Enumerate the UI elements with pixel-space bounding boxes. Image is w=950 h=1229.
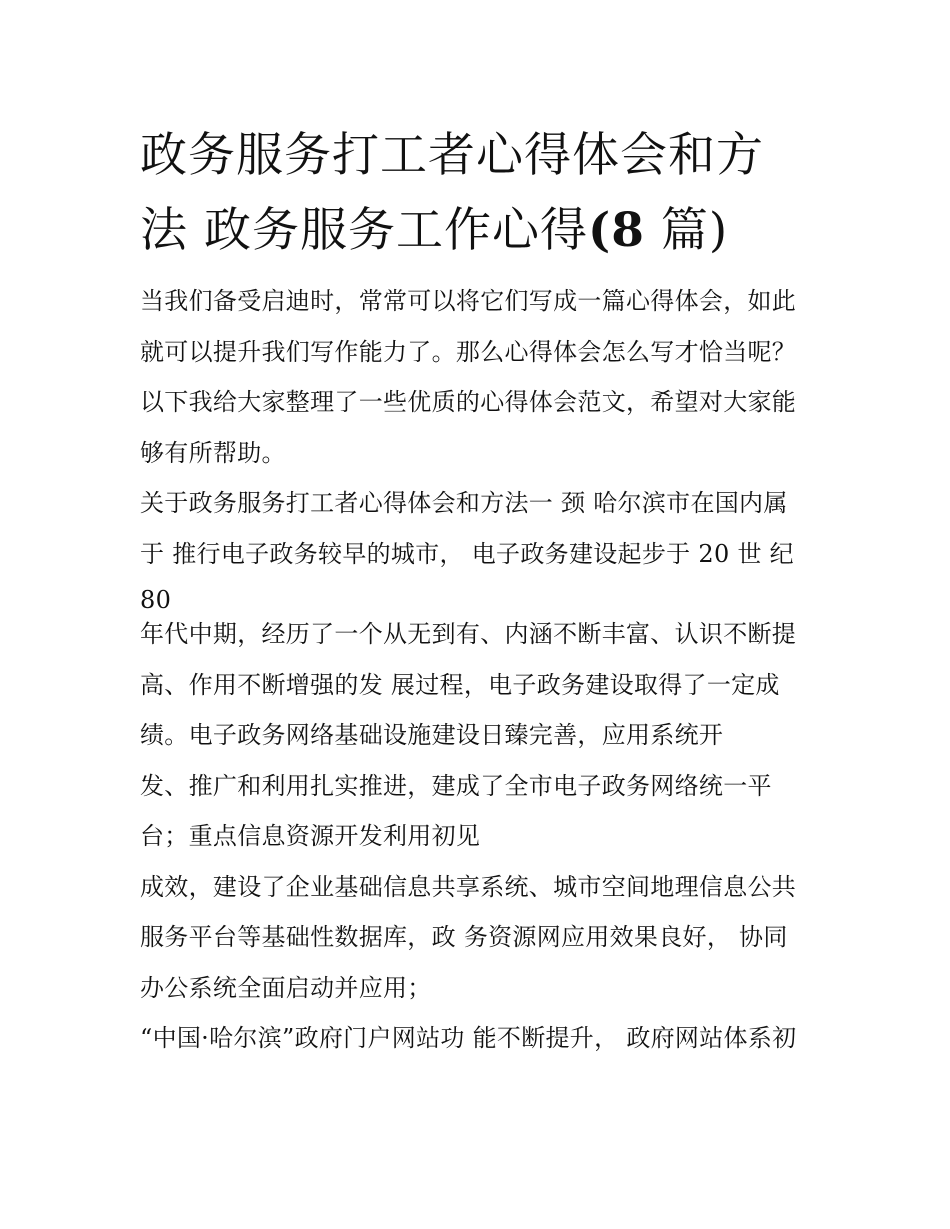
body-line: 够有所帮助。 xyxy=(140,438,286,467)
body-line: 于 推行电子政务较早的城市， 电子政务建设起步于 20 世 纪 xyxy=(140,539,794,568)
body-line: 当我们备受启迪时，常常可以将它们写成一篇心得体会，如此 xyxy=(140,287,797,315)
body-line: 绩。电子政务网络基础设施建设日臻完善，应用系统开 xyxy=(140,721,724,749)
body-line: 台；重点信息资源开发利用初见 xyxy=(140,822,481,850)
body-line: 办公系统全面启动并应用； xyxy=(140,973,432,1002)
body-line: “中国·哈尔滨”政府门户网站功 能不断提升， 政府网站体系初 xyxy=(140,1024,797,1052)
body-line: 服务平台等基础性数据库，政 务资源网应用效果良好， 协同 xyxy=(140,923,788,951)
body-line: 年代中期，经历了一个从无到有、内涵不断丰富、认识不断提 xyxy=(140,620,797,648)
body-line: 发、推广和利用扎实推进，建成了全市电子政务网络统一平 xyxy=(140,771,772,800)
body-line: 高、作用不断增强的发 展过程，电子政务建设取得了一定成 xyxy=(140,670,780,699)
body-line: 以下我给大家整理了一些优质的心得体会范文，希望对大家能 xyxy=(140,388,797,416)
document-body xyxy=(140,280,830,1068)
title-line-1: 政务服务打工者心得体会和方 xyxy=(140,128,764,183)
title-line-2-number: (8 xyxy=(587,203,645,258)
body-line: 就可以提升我们写作能力了。那么心得体会怎么写才恰当呢？ xyxy=(140,337,797,366)
body-line: 关于政务服务打工者心得体会和方法一 颈 哈尔滨市在国内属 xyxy=(140,489,788,517)
body-line: 成效，建设了企业基础信息共享系统、城市空间地理信息公共 xyxy=(140,872,797,901)
title-line-2-suffix: 篇) xyxy=(644,203,729,258)
body-line: 80 xyxy=(140,586,172,614)
title-line-2 xyxy=(140,193,820,268)
document-title xyxy=(140,118,820,268)
title-line-2-text: 法 政务服务工作心得 xyxy=(140,203,588,258)
